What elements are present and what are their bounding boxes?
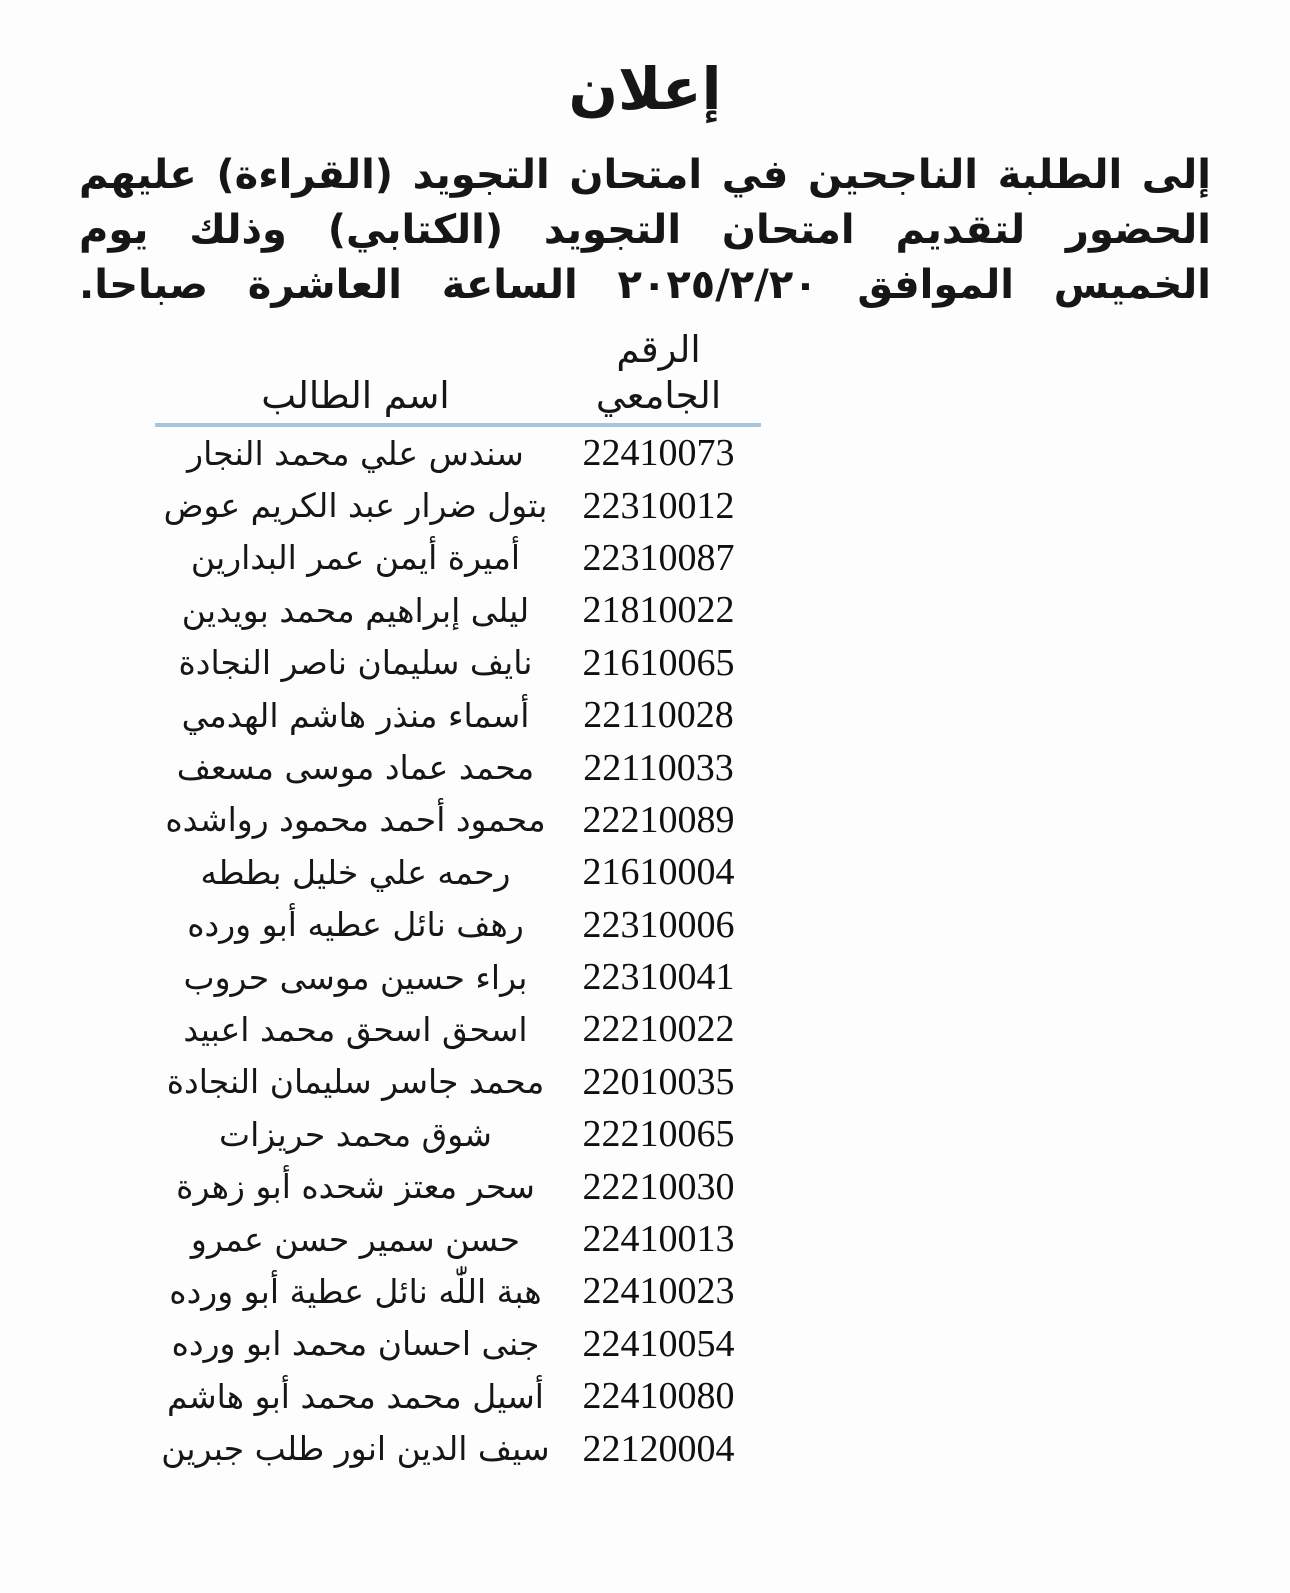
student-id-cell: 22010035 (582, 1060, 735, 1103)
announcement-line: الحضور لتقديم امتحان التجويد (الكتابي) وذلك يوم (79, 207, 1211, 253)
student-id-cell: 22110028 (583, 694, 734, 737)
student-id-cell: 22210065 (582, 1113, 735, 1156)
student-id-cell: 22410073 (582, 432, 735, 475)
student-id-cell: 22210089 (582, 798, 735, 841)
table-row (155, 1422, 761, 1474)
table-row (155, 1056, 761, 1108)
student-id-cell: 22310041 (582, 956, 735, 999)
announcement-line: الخميس الموافق ٢٠٢٥/٢/٢٠ الساعة العاشرة صباحا. (79, 262, 1212, 308)
table-row (155, 1160, 761, 1212)
table-row (155, 479, 761, 531)
student-name-cell: حسن سمير حسن عمرو (190, 1219, 521, 1259)
student-name-cell: ليلى إبراهيم محمد بويدين (181, 590, 530, 630)
table-body (155, 427, 761, 1475)
student-name-cell: محمد جاسر سليمان النجادة (166, 1062, 545, 1102)
student-id-cell: 22410023 (582, 1270, 735, 1313)
student-name-cell: محمد عماد موسى مسعف (176, 748, 535, 788)
student-name-cell: هبة اللّٰه نائل عطية أبو ورده (169, 1271, 542, 1311)
column-header-student-name: اسم الطالب (261, 374, 450, 417)
table-row (155, 427, 761, 479)
table-row (155, 951, 761, 1003)
student-id-cell: 21610065 (582, 641, 735, 684)
table-row (155, 584, 761, 636)
announcement-line: إلى الطلبة الناجحين في امتحان التجويد (القراءة) عليهم (79, 152, 1211, 198)
student-id-cell: 21610004 (582, 851, 735, 894)
student-id-cell: 22120004 (582, 1427, 735, 1470)
student-id-cell: 22410080 (582, 1375, 735, 1418)
student-name-cell: أسماء منذر هاشم الهدمي (181, 695, 530, 735)
table-row (155, 794, 761, 846)
student-name-cell: أميرة أيمن عمر البدارين (190, 538, 521, 578)
table-row (155, 899, 761, 951)
student-id-cell: 22210030 (582, 1165, 735, 1208)
student-id-cell: 22110033 (583, 746, 734, 789)
table-row (155, 689, 761, 741)
column-header-student-id: الرقم الجامعي (595, 328, 722, 417)
student-id-cell: 21810022 (582, 589, 735, 632)
table-header-row (155, 328, 761, 427)
student-id-cell: 22410013 (582, 1218, 735, 1261)
student-id-cell: 22310012 (582, 484, 735, 527)
student-name-cell: جنى احسان محمد ابو ورده (171, 1324, 540, 1364)
student-name-cell: رهف نائل عطيه أبو ورده (187, 905, 524, 945)
table-row (155, 1265, 761, 1317)
student-name-cell: اسحق اسحق محمد اعبيد (183, 1009, 528, 1049)
announcement-body (79, 148, 1211, 313)
page-title: إعلان (568, 55, 722, 123)
student-name-cell: محمود أحمد محمود رواشده (165, 800, 546, 840)
table-row (155, 1003, 761, 1055)
student-name-cell: رحمه علي خليل بططه (200, 852, 511, 892)
students-table (155, 328, 761, 1475)
student-name-cell: بتول ضرار عبد الكريم عوض (163, 486, 548, 526)
student-name-cell: سندس علي محمد النجار (187, 433, 524, 473)
table-row (155, 741, 761, 793)
student-name-cell: سحر معتز شحده أبو زهرة (176, 1167, 535, 1207)
student-id-cell: 22210022 (582, 1008, 735, 1051)
table-row (155, 532, 761, 584)
table-row (155, 637, 761, 689)
student-id-cell: 22310087 (582, 536, 735, 579)
table-row (155, 1370, 761, 1422)
student-name-cell: أسيل محمد محمد أبو هاشم (167, 1376, 544, 1416)
student-name-cell: براء حسين موسى حروب (183, 957, 528, 997)
student-name-cell: شوق محمد حريزات (219, 1114, 492, 1154)
table-row (155, 1108, 761, 1160)
table-row (155, 846, 761, 898)
student-id-cell: 22410054 (582, 1322, 735, 1365)
student-id-cell: 22310006 (582, 903, 735, 946)
student-name-cell: سيف الدين انور طلب جبرين (161, 1429, 550, 1469)
student-name-cell: نايف سليمان ناصر النجادة (178, 643, 533, 683)
table-row (155, 1318, 761, 1370)
table-row (155, 1213, 761, 1265)
